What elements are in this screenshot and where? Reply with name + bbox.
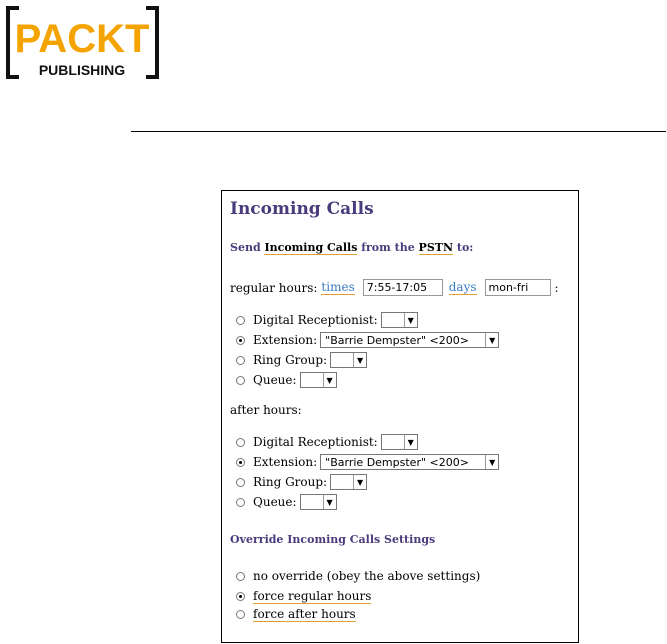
- chevron-down-icon: ▼: [485, 333, 498, 347]
- incoming-calls-panel: [221, 190, 579, 643]
- radio-regular-queue[interactable]: [236, 376, 245, 385]
- send-middle: from the: [361, 241, 415, 254]
- radio-after-receptionist[interactable]: [236, 438, 245, 447]
- regular-colon: :: [554, 280, 559, 295]
- option-label: Queue:: [253, 373, 297, 387]
- packt-logo: [5, 5, 160, 80]
- after-option-queue[interactable]: [236, 494, 337, 510]
- send-heading: [230, 241, 473, 254]
- option-label: force regular hours: [253, 589, 372, 603]
- regular-option-ring-group[interactable]: [236, 352, 367, 368]
- regular-option-receptionist[interactable]: [236, 312, 418, 328]
- divider: [131, 131, 666, 132]
- chevron-down-icon: ▼: [485, 455, 498, 469]
- chevron-down-icon: ▼: [404, 435, 417, 449]
- chevron-down-icon: ▼: [323, 373, 336, 387]
- receptionist-select[interactable]: [381, 312, 418, 328]
- radio-force-after[interactable]: [236, 610, 245, 619]
- queue-select[interactable]: [300, 372, 337, 388]
- chevron-down-icon: ▼: [323, 495, 336, 509]
- chevron-down-icon: ▼: [353, 475, 366, 489]
- option-label: Digital Receptionist:: [253, 313, 378, 327]
- incoming-calls-link[interactable]: Incoming Calls: [264, 241, 358, 254]
- logo-sub: PUBLISHING: [38, 62, 126, 78]
- option-label: Extension:: [253, 333, 318, 347]
- after-option-ring-group[interactable]: [236, 474, 367, 490]
- days-link[interactable]: days: [448, 280, 477, 294]
- chevron-down-icon: ▼: [353, 353, 366, 367]
- send-prefix: Send: [230, 241, 261, 254]
- queue-select[interactable]: [300, 494, 337, 510]
- radio-after-ring-group[interactable]: [236, 478, 245, 487]
- after-hours-label: after hours:: [230, 403, 302, 417]
- regular-hours-row: [230, 279, 559, 296]
- option-label: Ring Group:: [253, 475, 328, 489]
- regular-option-queue[interactable]: [236, 372, 337, 388]
- radio-after-queue[interactable]: [236, 498, 245, 507]
- override-heading: Override Incoming Calls Settings: [230, 533, 436, 546]
- radio-regular-ring-group[interactable]: [236, 356, 245, 365]
- send-suffix: to:: [456, 241, 474, 254]
- extension-select[interactable]: [320, 454, 499, 470]
- radio-force-regular[interactable]: [236, 592, 245, 601]
- times-link[interactable]: times: [321, 280, 355, 294]
- override-option-after[interactable]: [236, 607, 356, 622]
- override-option-regular[interactable]: [236, 589, 371, 604]
- ring-group-select[interactable]: [330, 474, 367, 490]
- extension-select-value: "Barrie Dempster" <200>: [325, 333, 469, 347]
- radio-regular-receptionist[interactable]: [236, 316, 245, 325]
- after-option-receptionist[interactable]: [236, 434, 418, 450]
- panel-title: Incoming Calls: [230, 199, 374, 219]
- times-input[interactable]: 7:55-17:05: [363, 279, 443, 296]
- chevron-down-icon: ▼: [404, 313, 417, 327]
- option-label: no override (obey the above settings): [253, 569, 481, 583]
- regular-hours-label: regular hours:: [230, 280, 318, 295]
- override-option-none[interactable]: [236, 569, 480, 583]
- logo-brand: PACKT: [14, 17, 150, 61]
- ring-group-select[interactable]: [330, 352, 367, 368]
- radio-no-override[interactable]: [236, 572, 245, 581]
- option-label: Digital Receptionist:: [253, 435, 378, 449]
- extension-select-value: "Barrie Dempster" <200>: [325, 455, 469, 469]
- days-input[interactable]: mon-fri: [485, 279, 551, 296]
- after-hours-row: [230, 403, 302, 417]
- option-label: Queue:: [253, 495, 297, 509]
- receptionist-select[interactable]: [381, 434, 418, 450]
- option-label: force after hours: [253, 607, 356, 621]
- option-label: Ring Group:: [253, 353, 328, 367]
- option-label: Extension:: [253, 455, 318, 469]
- pstn-link[interactable]: PSTN: [418, 241, 454, 254]
- radio-after-extension[interactable]: [236, 458, 245, 467]
- extension-select[interactable]: [320, 332, 499, 348]
- regular-option-extension[interactable]: [236, 332, 499, 348]
- radio-regular-extension[interactable]: [236, 336, 245, 345]
- after-option-extension[interactable]: [236, 454, 499, 470]
